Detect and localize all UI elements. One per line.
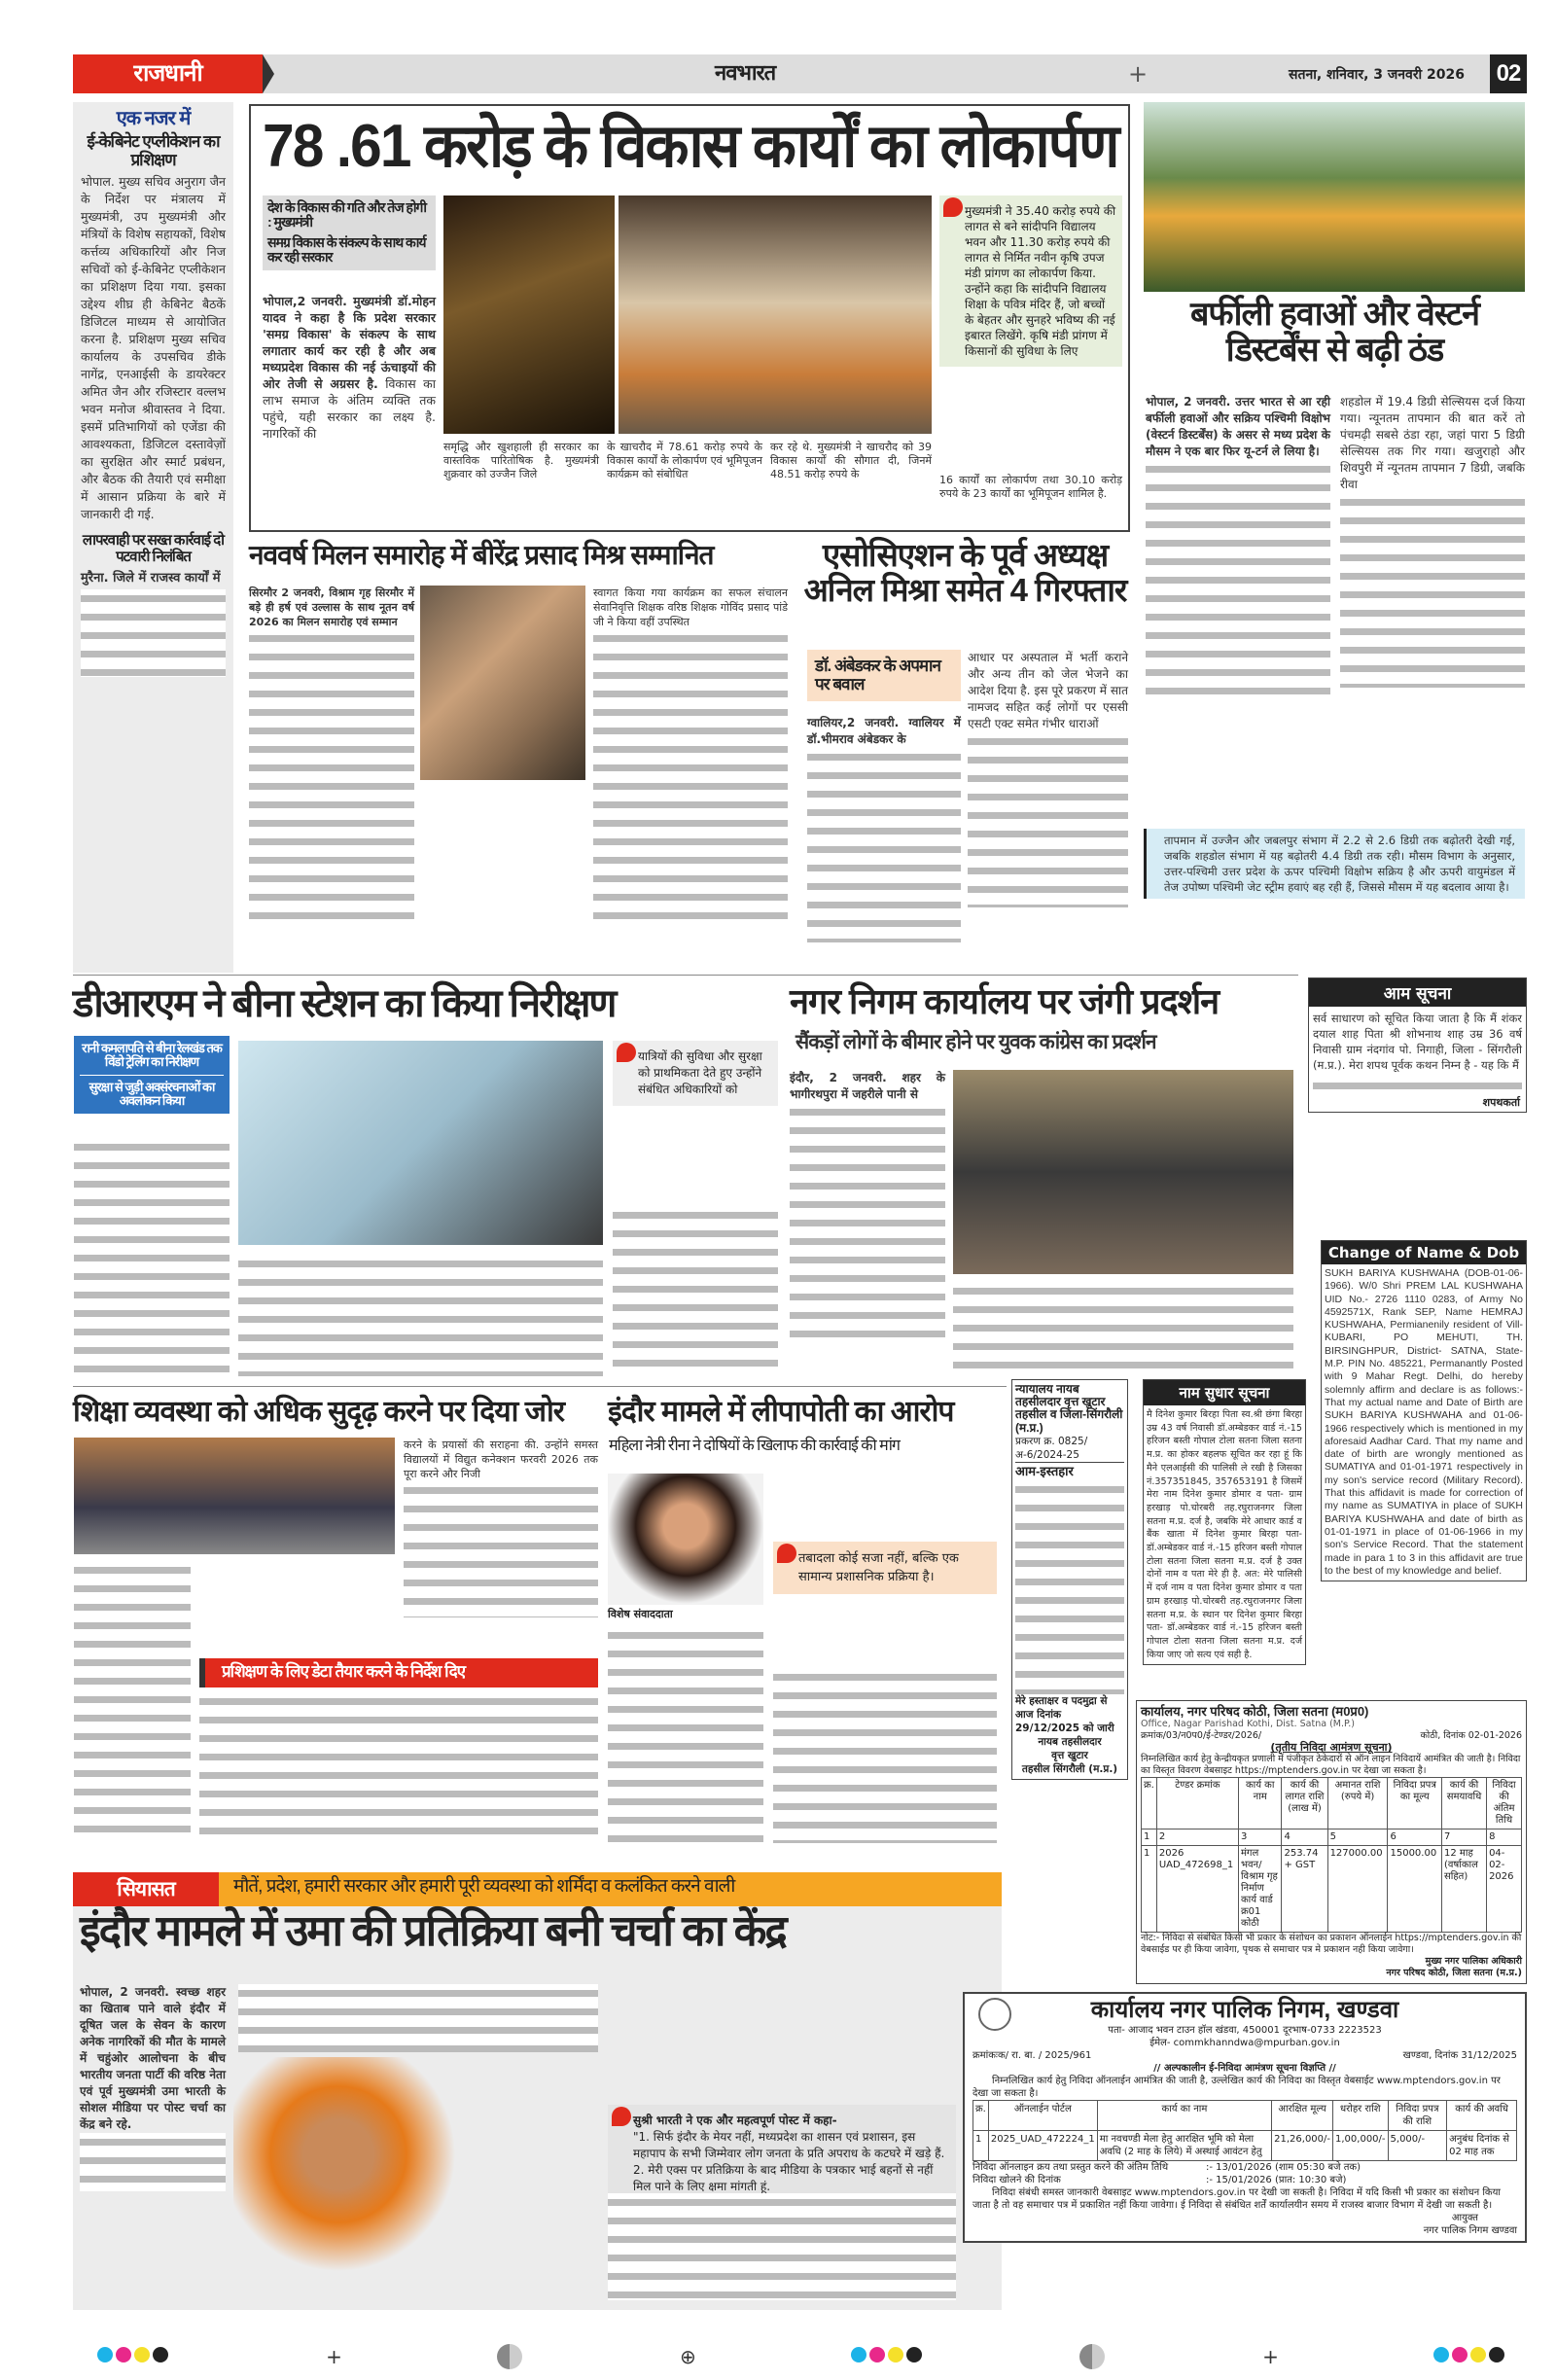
shiksha-photo: [74, 1438, 395, 1554]
highlight: समग्र विकास के संकल्प के साथ कार्य कर रही सरकार: [267, 233, 426, 266]
lead-col: 16 कार्यों का लोकार्पण तथा 30.10 करोड़ रुपये के 23 कार्यों का भूमिपूजन शामिल है.: [939, 474, 1122, 500]
lead-headline: 78 .61 करोड़ के विकास कार्यों का लोकार्पण: [263, 113, 1118, 180]
siyasat-body: भोपाल, 2 जनवरी. स्वच्छ शहर का खिताब पाने वाले इंदौर में दूषित जल के सेवन के कारण अनेक नागरिकों की मौत के मामले में चहुंओर आलोचना के बीच भारतीय जनता पार्टी की वरिष्ठ नेता एवं पूर्व मुख्यमंत्री उमा भारती के सोशल मीडिया पर पोस्ट चर्चा का केंद्र बने रहे.: [80, 1984, 226, 2191]
anil-headline: एसोसिएशन के पूर्व अध्यक्ष अनिल मिश्रा समेत 4 गिरफ्तार: [803, 537, 1127, 609]
lipapoti-body: [773, 1668, 997, 1843]
highlight: देश के विकास की गति और तेज होगी : मुख्यमंत्री: [267, 199, 427, 231]
table-cell: 21,26,000/-: [1272, 2130, 1333, 2160]
lead-photo-plaque: [443, 195, 615, 434]
table-cell: धरोहर राशि: [1333, 2100, 1389, 2130]
lead-story: [249, 104, 1130, 532]
quote-icon: [777, 1544, 796, 1563]
kicker: एक नजर में: [116, 108, 191, 129]
table-cell: कार्य का नाम: [1097, 2100, 1271, 2130]
table-cell: 04-02-2026: [1487, 1846, 1522, 1933]
lead-body: भोपाल,2 जनवरी. मुख्यमंत्री डॉ.मोहन यादव ने कहा है कि प्रदेश सरकार 'समग्र विकास' के संकल्प के साथ लगातार कार्य कर रही है और अब मध्यप्रदेश विकास की नई ऊंचाइयों की ओर तेजी से अग्रसर है. विकास का लाभ समाज के अंतिम व्यक्ति तक पहुंचे, यही सरकार का लक्ष्य है. नागरिकों की: [263, 294, 436, 441]
lead-photo-cm: [619, 195, 932, 434]
table-cell: मंगल भवन/विश्राम गृह निर्माण कार्य वार्ड क्र01 कोठी: [1238, 1846, 1282, 1933]
table-row: [973, 2130, 1517, 2160]
table-cell: 5,000/-: [1388, 2130, 1447, 2160]
table-cell: 2025_UAD_472224_1: [988, 2130, 1097, 2160]
anil-body: ग्वालियर,2 जनवरी. ग्वालियर में डॉ.भीमराव अंबेडकर के: [807, 715, 961, 942]
highlights: [263, 195, 436, 270]
siyasat-quote: सुश्री भारती ने एक और महत्वपूर्ण पोस्ट में कहा- "1. सिर्फ इंदौर के मेयर नहीं, मध्यप्रदेश का शासन एवं प्रशासन, इस महापाप के सभी जिम्मेवार लोग जनता के प्रति अपराध के कटघरे में खड़े हैं. 2. मेरी एक्स पर प्रतिक्रिया के बाद मीडिया के पत्रकार भाई बहनों से नहीं मिल पाने के लिए क्षमा मांगती हूं.: [608, 2105, 956, 2203]
weather-body: भोपाल, 2 जनवरी. उत्तर भारत से आ रही बर्फीली हवाओं और सक्रिय पश्चिमी विक्षोभ (वेस्टर्न डिस्टर्बेंस) के असर से मध्य प्रदेश के मौसम ने एक बार फिर यू-टर्न ले लिया है।: [1146, 394, 1330, 703]
lead-quote: मुख्यमंत्री ने 35.40 करोड़ रुपये की लागत से बने सांदीपनि विद्यालय भवन और 11.30 करोड़ रुपये की लागत से निर्मित नवीन कृषि उपज मंडी प्रांगण का लोकार्पण किया. उन्होंने कहा कि सांदीपनि विद्यालय शिक्षा के पवित्र मंदिर हैं, जो बच्चों के बेहतर और सुनहरे भविष्य की नई इबारत लिखेंगे. कृषि मंडी प्रांगण में किसानों की सुविधा के लिए: [939, 195, 1122, 367]
table-cell: टेण्डर क्रमांक: [1156, 1778, 1238, 1829]
table-cell: कार्य की समयावधि: [1441, 1778, 1486, 1829]
lipapoti-quote: तबादला कोई सजा नहीं, बल्कि एक सामान्य प्रशासनिक प्रक्रिया है।: [773, 1542, 997, 1594]
tahsil-notice: न्यायालय नायब तहसीलदार वृत्त खुटार तहसील व जिला-सिंगरौली (म.प्र.) प्रकरण क्र. 0825/अ-6/2024-25 आम-इस्तहार मेरे हस्ताक्षर व पदमुद्रा से आज दिनांक 29/12/2025 को जारी नायब तहसीलदार वृत्त खुटार तहसील सिंगरौली (म.प्र.): [1011, 1379, 1128, 1780]
table-cell: 1: [1142, 1846, 1157, 1933]
uma-bharti-photo: [233, 2057, 467, 2300]
weather-headline: बर्फीली हवाओं और वेस्टर्न डिस्टर्बेंस से बढ़ी ठंड: [1190, 296, 1479, 370]
table-cell: 5: [1327, 1829, 1388, 1846]
reena-photo: [608, 1474, 763, 1605]
kothi-tender-table: [1141, 1777, 1522, 1933]
table-cell: 1: [973, 2130, 989, 2160]
siyasat-body: [608, 2193, 956, 2300]
nagar-headline: नगर निगम कार्यालय पर जंगी प्रदर्शन: [790, 981, 1220, 1021]
navvarsh-headline: नववर्ष मिलन समारोह में बीरेंद्र प्रसाद मिश्र सम्मानित: [249, 540, 714, 570]
drm-box: रानी कमलापति से बीना रेलखंड तक विंडो ट्रेलिंग का निरीक्षण सुरक्षा से जुड़ी अवसंरचनाओं का अवलोकन किया: [74, 1036, 230, 1114]
khandwa-tender-table: [972, 2100, 1517, 2161]
weather-box: तापमान में उज्जैन और जबलपुर संभाग में 2.2 से 2.6 डिग्री तक बढ़ोतरी देखी गई, जबकि शहडोल संभाग में यह बढ़ोतरी 4.4 डिग्री तक रही। मौसम विभाग के अनुसार, उत्तर-पश्चिमी उत्तर प्रदेश के ऊपर पश्चिमी विक्षोभ सक्रिय है और ऊपरी वायुमंडल में तेज उपोष्ण पश्चिमी जेट स्ट्रीम हवाएं बह रही हैं, जिससे मौसम में यह बदलाव आया है।: [1144, 829, 1525, 899]
table-row: [1142, 1778, 1522, 1829]
nagar-photo: [953, 1070, 1293, 1274]
weather-body: शहडोल में 19.4 डिग्री सेल्सियस दर्ज किया गया। न्यूनतम तापमान की बात करें तो पंचमढ़ी सबसे ठंडा रहा, जहां पारा 5 डिग्री सेल्सियस तक गिर गया। खजुराहो और शिवपुरी में न्यूनतम तापमान 7 डिग्री, जबकि रीवा: [1340, 394, 1525, 688]
table-cell: क्र.: [973, 2100, 989, 2130]
drm-headline: डीआरएम ने बीना स्टेशन का किया निरीक्षण: [73, 982, 616, 1025]
aam-suchna-notice: आम सूचना सर्व साधारण को सूचित किया जाता है कि मैं शंकर दयाल शाह पिता श्री शोभनाथ शाह उम्र 36 वर्ष निवासी ग्राम नंदगांव पो. निगाही, जिला - सिंगरौली (म.प्र.). मेरा शपथ पूर्वक कथन निम्न है - यह कि मैं शपथकर्ता: [1308, 977, 1527, 1113]
siyasat-band: सियासत मौतें, प्रदेश, हमारी सरकार और हमारी पूरी व्यवस्था को शर्मिंदा व कलंकित करने वाली: [73, 1872, 1002, 1906]
story-body: भोपाल. मुख्य सचिव अनुराग जैन के निर्देश पर मंत्रालय में मुख्यमंत्री, उप मुख्यमंत्री और मंत्रियों के विशेष सहायकों, विशेष कर्त्तव्य अधिकारियों और निज सचिवों को ई-केबिनेट एप्लीकेशन का प्रशिक्षण दिया गया. इसका उद्देश्य शीघ्र ही केबिनेट बैठकें डिजिटल माध्यम से आयोजित करना है. प्रशिक्षण मुख्य सचिव कार्यालय के उपसचिव डीके नागेंद्र, एनआईसी के डायरेक्टर अमित जैन और रजिस्टार वल्लभ भवन मनोज श्रीवास्तव ने दिया. इसमें प्रतिभागियों को एजेंडा की आवश्यकता, डिजिटल दस्तावेज़ों का सुरक्षित और स्मार्ट प्रबंधन, और बैठक की तैयारी एवं समीक्षा में आसान प्रक्रिया के बारे में जानकारी दी गई.: [81, 174, 226, 522]
lead-col: कर रहे थे. मुख्यमंत्री ने खाचरौद को 39 विकास कार्यों की सौगात दी, जिनमें 48.51 करोड़ रुपये के: [770, 441, 932, 480]
crosshair-icon: +: [1128, 60, 1149, 88]
dateline: सतना, शनिवार, 3 जनवरी 2026: [1289, 67, 1466, 83]
table-cell: 7: [1441, 1829, 1486, 1846]
table-cell: 6: [1388, 1829, 1442, 1846]
table-cell: कार्य की अवधि: [1447, 2100, 1517, 2130]
shiksha-headline: शिक्षा व्यवस्था को अधिक सुदृढ़ करने पर दिया जोर: [73, 1396, 565, 1428]
shiksha-body: करने के प्रयासों की सराहना की. उन्होंने समस्त विद्यालयों में विद्युत कनेक्शन फरवरी 2026 तक पूरा करने और निजी: [404, 1438, 598, 1617]
drm-quote: यात्रियों की सुविधा और सुरक्षा को प्राथमिकता देते हुए उन्होंने संबंधित अधिकारियों को: [613, 1041, 778, 1106]
table-cell: 15000.00: [1388, 1846, 1442, 1933]
table-row: [1142, 1846, 1522, 1933]
story-title: ई-केबिनेट एप्लीकेशन का प्रशिक्षण: [87, 132, 220, 169]
table-cell: 253.74 + GST: [1282, 1846, 1327, 1933]
story-title: लापरवाही पर सख्त कार्रवाई दो पटवारी निलंबित: [82, 532, 225, 565]
table-row: [973, 2100, 1517, 2130]
anil-body: आधार पर अस्पताल में भर्ती कराने और अन्य तीन को जेल भेजने का आदेश दिया है. इस पूरे प्रकरण में सात नामजद सहित कई लोगों पर एससी एसटी एक्ट समेत गंभीर धाराओं: [968, 650, 1128, 907]
table-cell: 3: [1238, 1829, 1282, 1846]
quote-icon: [617, 1043, 636, 1062]
khandwa-tender-notice: कार्यालय नगर पालिक निगम, खण्डवा पता- आजाद भवन टाउन हॉल खंडवा, 450001 दूरभाष-0733 2223523 ईमेल- commkhanndwa@mpurban.gov.in क्रमांकःक/ रा. बा. / 2025/961 खण्डवा, दिनांक 31/12/2025 // अल्पकालीन ई-निविदा आमंत्रण सूचना विज्ञप्ति // निम्नलिखित कार्य हेतु निविदा ऑनलाईन आमंत्रित की जाती है, उल्लेखित कार्य की निविदा का विस्तृत वेबसाईट www.mptendors.gov.in पर देखा जा सकता है। क्र. ऑनलाईन पोर्टल कार्य का नाम आरक्षित मूल्य धरोहर राशि निविदा प्रपत्र की राशि कार्य की अवधि 1 2025_UAD_472224_1 मा नवचण्डी मेला हेतु आरक्षित भूमि को मेला अवधि (2 माह के लिये) में अस्थाई आवंटन हेतु 21,26,000/- 1,00,000/- 5,000/- अनुबंध दिनांक से 02 माह तक निविदा ऑनलाइन क्रय तथा प्रस्तुत करने की अंतिम तिथि :- 13/01/2026 (शाम 05:30 बजे तक) निविदा खोलने की दिनांक :- 15/01/2026 (प्रात: 10:30 बजे) निविदा संबंधी समस्त जानकारी वेबसाइट www.mptendors.gov.in पर देखी जा सकती है। निविदा में यदि किसी भी प्रकार का संशोधन किया जाता है तो वह समाचार पत्र में प्रकाशित नहीं किया जावेगा। ई निविदा से संबंधित शर्तें कार्यालयीन समय में राजस्व बाजार विभाग में देखी जा सकती है। आयुक्त नगर पालिक निगम खण्डवा: [963, 1992, 1527, 2242]
table-cell: 8: [1487, 1829, 1522, 1846]
kothi-tender-notice: कार्यालय, नगर परिषद कोठी, जिला सतना (म0प्र0) Office, Nagar Parishad Kothi, Dist. Satna (M.P.) क्रमांक/03/न0प0/ई-टेण्डर/2026/ कोठी, दिनांक 02-01-2026 (तृतीय निविदा आमंत्रण सूचना) निम्नलिखित कार्य हेतु केन्द्रीयकृत प्रणाली में पंजीकृत ठेकेदारों से ऑन लाइन निविदायें आमंत्रित की जाती है। निविदा का विस्तृत विवरण वेबसाइट https://mptenders.gov.in पर देखा जा सकता है। क्र. टेण्डर क्रमांक कार्य का नाम कार्य की लागत राशि (लाख में) अमानत राशि (रुपये में) निविदा प्रपत्र का मूल्य कार्य की समयावधि निविदा की अंतिम तिथि 1 2 3 4 5 6 7 8 1 2026 UAD_472698_1 मंगल भवन/विश्राम गृह निर्माण कार्य वार्ड क्र01 कोठी 253.74 + GST 127000.00 15000.00 12 माह (वर्षाकाल सहित) 04-02-2026 नोट:- निविदा से संबंधित किसी भी प्रकार के संशोधन का प्रकाशन ऑनलाईन https://mptenders.gov.in की वेबसाईड पर ही किया जावेगा, पृथक से समाचार पत्र मे प्रकाशन नही किया जावेगा। मुख्य नगर पालिका अधिकारी नगर परिषद कोठी, जिला सतना (म.प्र.): [1136, 1700, 1527, 1984]
shiksha-body: [74, 1561, 191, 1843]
table-cell: निविदा प्रपत्र का मूल्य: [1388, 1778, 1442, 1829]
anil-highlight: डॉ. अंबेडकर के अपमान पर बवाल: [807, 650, 961, 701]
shiksha-subhead: प्रशिक्षण के लिए डेटा तैयार करने के निर्देश दिए: [222, 1662, 466, 1681]
table-cell: निविदा प्रपत्र की राशि: [1388, 2100, 1447, 2130]
table-cell: कार्य की लागत राशि (लाख में): [1282, 1778, 1327, 1829]
arrow-icon: [263, 54, 274, 93]
table-cell: अनुबंध दिनांक से 02 माह तक: [1447, 2130, 1517, 2160]
section-label: राजधानी: [73, 54, 263, 93]
masthead: [73, 54, 1527, 93]
table-cell: 1: [1142, 1829, 1157, 1846]
table-cell: ऑनलाईन पोर्टल: [988, 2100, 1097, 2130]
table-cell: निविदा की अंतिम तिथि: [1487, 1778, 1522, 1829]
table-cell: मा नवचण्डी मेला हेतु आरक्षित भूमि को मेला अवधि (2 माह के लिये) में अस्थाई आवंटन हेतु: [1097, 2130, 1271, 2160]
drm-body: [613, 1206, 778, 1376]
table-cell: कार्य का नाम: [1238, 1778, 1282, 1829]
lipapoti-headline: इंदौर मामले में लीपापोती का आरोप: [608, 1396, 954, 1428]
table-cell: 4: [1282, 1829, 1327, 1846]
table-cell: आरक्षित मूल्य: [1272, 2100, 1333, 2130]
navvarsh-photo: [420, 586, 585, 780]
lipapoti-subhead: महिला नेत्री रीना ने दोषियों के खिलाफ की कार्रवाई की मांग: [609, 1438, 900, 1454]
registration-marks: + ⊕ +: [97, 2344, 1507, 2369]
navvarsh-body: सिरमौर 2 जनवरी, विश्राम गृह सिरमौर में बड़े ही हर्ष एवं उल्लास के साथ नूतन वर्ष 2026 का मिलन समारोह एवं सम्मान: [249, 586, 414, 921]
drm-body: [238, 1255, 603, 1376]
nagar-body: [953, 1282, 1293, 1374]
table-cell: 2026 UAD_472698_1: [1156, 1846, 1238, 1933]
page-number: 02: [1490, 54, 1527, 93]
table-cell: 2: [1156, 1829, 1238, 1846]
table-cell: अमानत राशि (रुपये में): [1327, 1778, 1388, 1829]
drm-photo: [238, 1041, 603, 1245]
story-body: मुरैना. जिले में राजस्व कार्यों में: [81, 571, 221, 586]
shiksha-body: [199, 1692, 598, 1843]
naam-sudhar-notice: नाम सुधार सूचना मै दिनेश कुमार बिरहा पिता स्व.श्री छंगा बिरहा उम्र 43 वर्ष निवासी डॉ.अम्बेडकर वार्ड नं.-15 हरिजन बस्ती गोपाल टोला सतना जिला सतना म.प्र. का होकर बहलफ सूचित कर रहा हूं कि मैने एलआईसी की पालिसी ले रखी है जिसका नं.357351845, 357653191 है जिसमें मेरा नाम दिनेश कुमार डोमार व पता- ग्राम हरखाड़ पो.चोरबरी तह.रघुराजनगर जिला सतना म.प्र. दर्ज है, जबकि मेरे आधार कार्ड व बैंक खाता में दिनेश कुमार बिरहा पता- डॉ.अम्बेडकर वार्ड नं.-15 हरिजन बस्ती गोपाल टोला सतना जिला सतना म.प्र. दर्ज है उक्त दोनों नाम व पता मेरे ही है. अत: मेरे पालिसी में दर्ज नाम व पता दिनेश कुमार डोमार व पता ग्राम हरखाड़ पो.चोरबरी तह.रघुराजनगर जिला सतना म.प्र. के स्थान पर दिनेश कुमार बिरहा पता- डॉ.अम्बेडकर वार्ड नं.-15 हरिजन बस्ती गोपाल टोला सतना जिला सतना म.प्र. दर्ज किया जाए जो सत्य एवं सही है.: [1143, 1379, 1306, 1665]
quote-icon: [943, 197, 963, 217]
navvarsh-body: स्वागत किया गया कार्यक्रम का सफल संचालन सेवानिवृत्ति शिक्षक वरिष्ठ शिक्षक गोविंद प्रसाद पांडे जी ने किया वहीं उपस्थित: [593, 586, 788, 921]
photo-caption: विशेष संवाददाता: [608, 1608, 673, 1620]
lipapoti-body: [608, 1626, 763, 1843]
nagar-subhead: सैंकड़ों लोगों के बीमार होने पर युवक कांग्रेस का प्रदर्शन: [796, 1031, 1156, 1053]
table-row: [1142, 1829, 1522, 1846]
siyasat-body: [238, 1984, 598, 2052]
siyasat-headline: इंदौर मामले में उमा की प्रतिक्रिया बनी चर्चा का केंद्र: [80, 1907, 786, 1955]
weather-photo: [1144, 102, 1525, 292]
table-cell: 127000.00: [1327, 1846, 1388, 1933]
lead-col: समृद्धि और खुशहाली ही सरकार का वास्तविक पारितोषिक है. मुख्यमंत्री शुक्रवार को उज्जैन जिले: [443, 441, 599, 480]
paper-name: नवभारत: [715, 60, 776, 85]
change-name-notice: Change of Name & Dob SUKH BARIYA KUSHWAHA (DOB-01-06-1966). W/0 Shri PREM LAL KUSHWAHA UID No.- 2726 1110 0283, of Army No 4592571X, Rank SEP, Name HEMRAJ KUSHWAHA, Permianenily resident of Vill-KUBARI, PO MEHUTI, TH. BIRSINGHPUR, District- SATNA, State-M.P. PIN No. 485221, Permanantly Posted with 9 Mahar Regt. Delhi, do hereby solemnly affirm and declare is as follows:- That my actual name and Date of Birth are SUKH BARIYA KUSHWAHA and 01-06-1966 respectively which is mentioned in my aforesaid Aadhar Card. That my name and date of birth are wrongly mentioned as SUMATIYA and 01-01-1971 respectively in my son's service record (Military Record). That this affidavit is made for correction of my name as SUMATIYA in place of SUKH BARIYA KUSHWAHA and date of birth as 01-01-1971 in place of 01-06-1966 in my son's Service Record. That the statement made in para 1 to 3 in this affidavit are true to the best of my knowledge and belief.: [1321, 1240, 1527, 1581]
table-cell: क्र.: [1142, 1778, 1157, 1829]
drm-body: [74, 1138, 230, 1376]
table-cell: 1,00,000/-: [1333, 2130, 1389, 2160]
table-cell: 12 माह (वर्षाकाल सहित): [1441, 1846, 1486, 1933]
quote-icon: [612, 2107, 631, 2126]
ek-nazar-column: [73, 102, 233, 973]
lead-col: के खाचरौद में 78.61 करोड़ रुपये के विकास कार्यों के लोकार्पण एवं भूमिपूजन कार्यक्रम को संबोधित: [607, 441, 762, 480]
nagar-body: इंदौर, 2 जनवरी. शहर के भागीरथपुरा में जहरीले पानी से: [790, 1070, 945, 1346]
